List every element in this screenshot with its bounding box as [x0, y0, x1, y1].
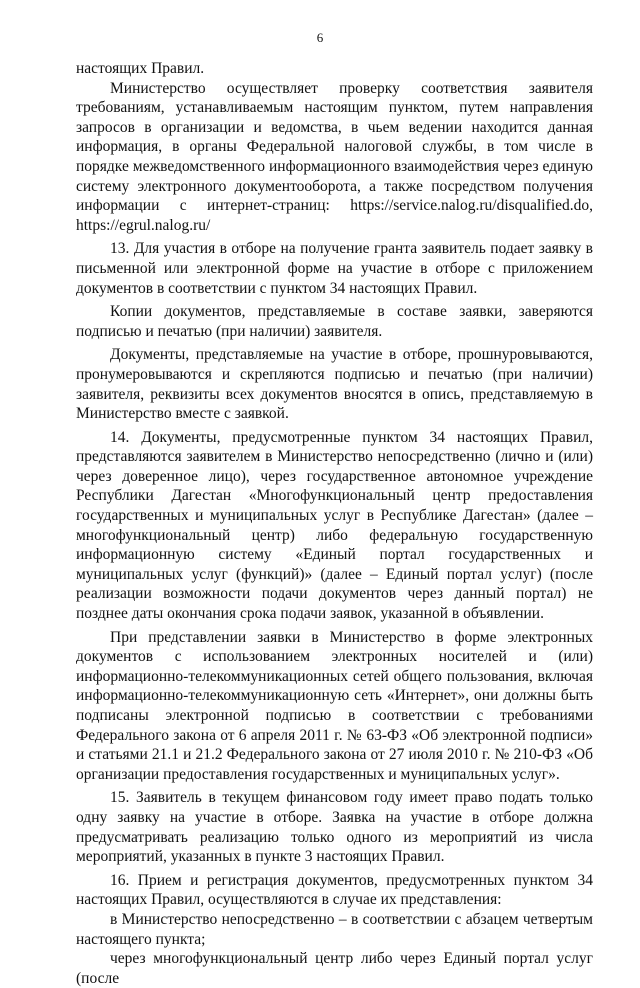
paragraph: 14. Документы, предусмотренные пунктом 34 настоящих Правил, представляются заявителем в Министерство непосредственно (лично и (или) через доверенное лицо), через государственное автономное учреждение Республики Дагестан «Многофункциональный центр предоставления государственных и муниципальных услуг в Республике Дагестан» (далее – многофункциональный центр) либо федеральную государственную информационную систему «Единый портал государственных и муниципальных услуг (функций)» (далее – Единый портал услуг) (после реализации возможности подачи документов через данный портал) не позднее даты окончания срока подачи заявок, указанной в объявлении.: [76, 428, 593, 623]
paragraph: 16. Прием и регистрация документов, предусмотренных пунктом 34 настоящих Правил, осуществляются в случае их представления:: [76, 871, 593, 909]
paragraph: через многофункциональный центр либо через Единый портал услуг (после: [76, 950, 593, 987]
paragraph: 15. Заявитель в текущем финансовом году имеет право подать только одну заявку на участие в отборе. Заявка на участие в отборе должна предусматривать реализацию только одного из мероприятий из числа мероприятий, указанных в пункте 3 настоящих Правил.: [76, 789, 593, 866]
paragraph: настоящих Правил.: [76, 60, 205, 77]
paragraph: Документы, представляемые на участие в отборе, прошнуровываются, пронумеровываются и скрепляются подписью и печатью (при наличии) заявителя, реквизиты всех документов вносятся в опись, представляемую в Министерство вместе с заявкой.: [76, 346, 593, 423]
paragraph: 13. Для участия в отборе на получение гранта заявитель подает заявку в письменной или электронной форме на участие в отборе с приложением документов в соответствии с пунктом 34 настоящих Правил.: [76, 240, 593, 297]
paragraph: Копии документов, представляемые в составе заявки, заверяются подписью и печатью (при наличии) заявителя.: [76, 303, 593, 340]
document-body: [76, 59, 593, 988]
paragraph: Министерство осуществляет проверку соответствия заявителя требованиям, устанавливаемым настоящим пунктом, путем направления запросов в организации и ведомства, в чьем ведении находится данная информация, в органы Федеральной налоговой службы, в том числе в порядке межведомственного информационного взаимодействия через единую систему электронного документооборота, а также посредством получения информации с интернет-страниц: https://service.nalog.ru/disqualified.do, https://egrul.nalog.ru/: [76, 79, 593, 234]
page-number: 6: [316, 30, 324, 45]
paragraph: При представлении заявки в Министерство в форме электронных документов с использованием электронных носителей и (или) информационно-телекоммуникационных сетей общего пользования, включая информационно-телекоммуникационную сеть «Интернет», они должны быть подписаны электронной подписью в соответствии с требованиями Федерального закона от 6 апреля 2011 г. № 63-ФЗ «Об электронной подписи» и статьями 21.1 и 21.2 Федерального закона от 27 июля 2010 г. № 210-ФЗ «Об организации предоставления государственных и муниципальных услуг».: [76, 628, 593, 783]
paragraph: в Министерство непосредственно – в соответствии с абзацем четвертым настоящего пункта;: [76, 910, 593, 948]
